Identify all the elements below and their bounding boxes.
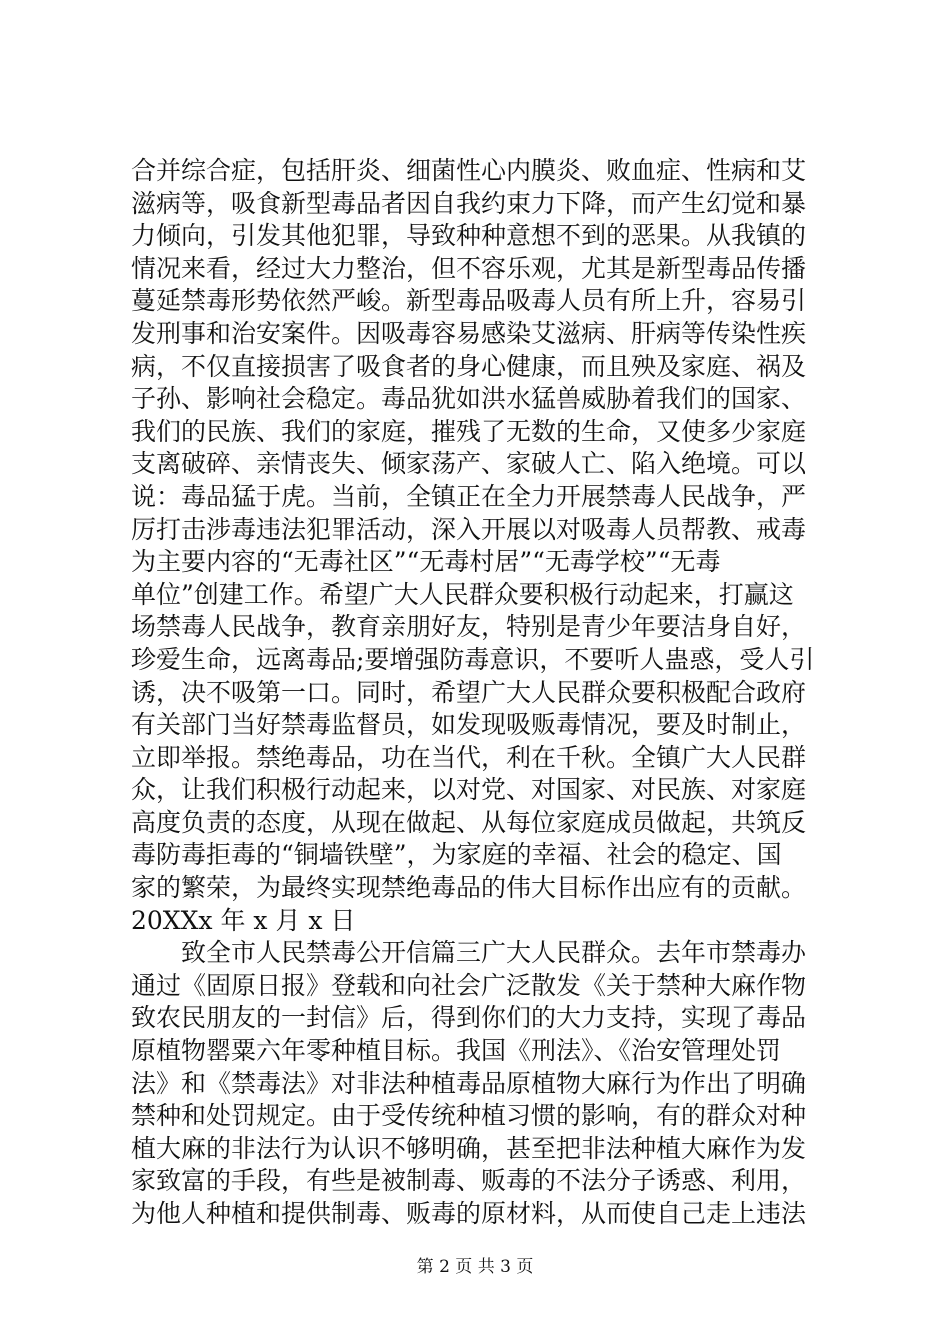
text-line: 致农民朋友的一封信》后，得到你们的大力支持，实现了毒品 — [131, 1003, 807, 1033]
text-line: 为主要内容的“无毒社区”“无毒村居”“无毒学校”“无毒 — [131, 547, 721, 577]
text-line: 子孙、影响社会稳定。毒品犹如洪水猛兽威胁着我们的国家、 — [131, 384, 807, 414]
text-line: 原植物罂粟六年零种植目标。我国《刑法》、《治安管理处罚 — [131, 1036, 782, 1066]
text-line: 高度负责的态度，从现在做起、从每位家庭成员做起，共筑反 — [131, 807, 807, 837]
text-line: 毒防毒拒毒的“铜墙铁壁”，为家庭的幸福、社会的稳定、国 — [131, 840, 782, 870]
text-line: 有关部门当好禁毒监督员，如发现吸贩毒情况，要及时制止， — [131, 710, 807, 740]
text-line: 我们的民族、我们的家庭，摧残了无数的生命，又使多少家庭 — [131, 416, 807, 446]
document-body — [131, 155, 831, 1231]
text-line: 病，不仅直接损害了吸食者的身心健康，而且殃及家庭、祸及 — [131, 351, 807, 381]
text-line: 力倾向，引发其他犯罪，导致种种意想不到的恶果。从我镇的 — [131, 221, 807, 251]
page-footer: 第 2 页 共 3 页 — [416, 1257, 534, 1277]
text-line: 诱，决不吸第一口。同时，希望广大人民群众要积极配合政府 — [131, 677, 807, 707]
text-line: 单位”创建工作。希望广大人民群众要积极行动起来，打赢这 — [131, 579, 794, 609]
text-line: 发刑事和治安案件。因吸毒容易感染艾滋病、肝病等传染性疾 — [131, 318, 807, 348]
text-line: 滋病等，吸食新型毒品者因自我约束力下降，而产生幻觉和暴 — [131, 188, 807, 218]
text-line: 致全市人民禁毒公开信篇三广大人民群众。去年市禁毒办 — [131, 938, 807, 968]
text-line: 为他人种植和提供制毒、贩毒的原材料，从而使自己走上违法 — [131, 1199, 807, 1228]
text-line: 植大麻的非法行为认识不够明确，甚至把非法种植大麻作为发 — [131, 1133, 807, 1163]
text-line: 情况来看，经过大力整治，但不容乐观，尤其是新型毒品传播 — [131, 253, 807, 283]
text-line: 支离破碎、亲情丧失、倾家荡产、家破人亡、陷入绝境。可以 — [131, 449, 807, 479]
text-line: 珍爱生命，远离毒品;要增强防毒意识，不要听人蛊惑，受人引 — [131, 644, 815, 674]
text-line: 众，让我们积极行动起来，以对党、对国家、对民族、对家庭 — [131, 775, 807, 805]
text-line: 合并综合症，包括肝炎、细菌性心内膜炎、败血症、性病和艾 — [131, 156, 807, 185]
text-line: 通过《固原日报》登载和向社会广泛散发《关于禁种大麻作物 — [131, 970, 807, 1000]
text-line: 家的繁荣，为最终实现禁绝毒品的伟大目标作出应有的贡献。 — [131, 873, 807, 903]
text-line: 场禁毒人民战争，教育亲朋好友，特别是青少年要洁身自好， — [131, 612, 807, 642]
text-line: 立即举报。禁绝毒品，功在当代，利在千秋。全镇广大人民群 — [131, 742, 807, 772]
text-line: 蔓延禁毒形势依然严峻。新型毒品吸毒人员有所上升，容易引 — [131, 286, 807, 316]
text-line: 法》和《禁毒法》对非法种植毒品原植物大麻行为作出了明确 — [131, 1068, 807, 1098]
text-line: 厉打击涉毒违法犯罪活动，深入开展以对吸毒人员帮教、戒毒 — [131, 514, 807, 544]
text-line: 家致富的手段，有些是被制毒、贩毒的不法分子诱惑、利用， — [131, 1166, 807, 1196]
text-line: 说：毒品猛于虎。当前，全镇正在全力开展禁毒人民战争，严 — [131, 481, 807, 511]
text-line: 禁种和处罚规定。由于受传统种植习惯的影响，有的群众对种 — [131, 1101, 807, 1131]
text-line: 20XXx 年 x 月 x 日 — [131, 905, 356, 935]
